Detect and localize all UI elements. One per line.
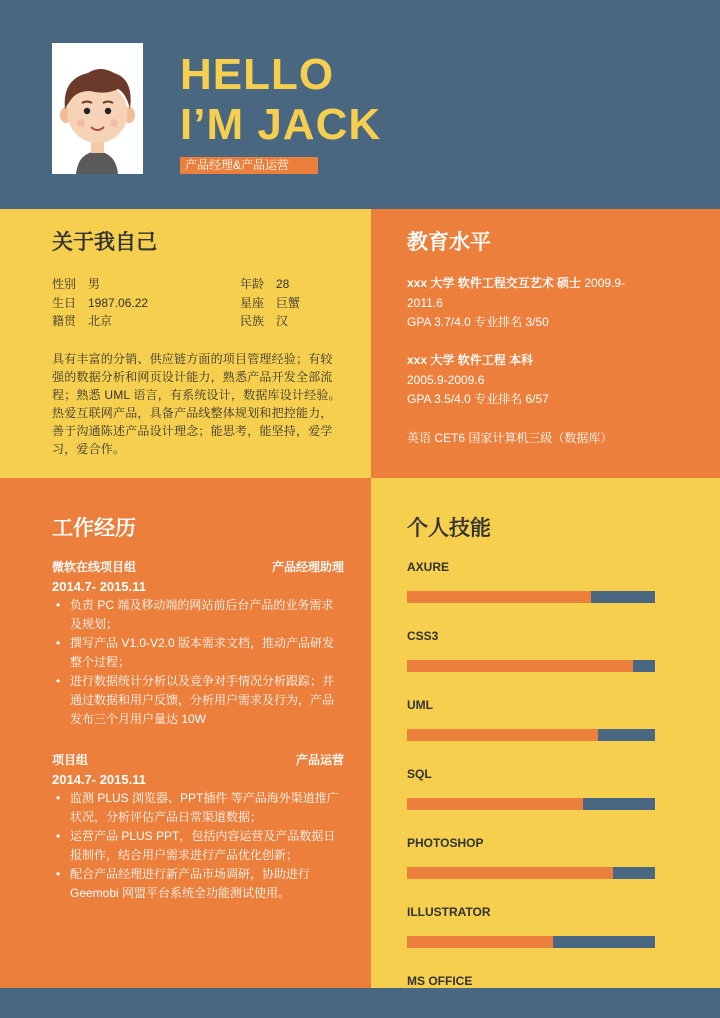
hero-line-1: HELLO (180, 50, 335, 99)
work-title: 工作经历 (52, 517, 136, 540)
list-item: • 监测 PLUS 浏览器、PPT插件 等产品海外渠道推广状况，分析评估产品日常渠道数据； (70, 789, 344, 827)
job-bullets (52, 596, 344, 729)
info-label: 民族 (240, 314, 265, 328)
job-company: 微软在线项目组 (52, 560, 137, 574)
info-row (52, 294, 352, 313)
job-date: 2014.7- 2015.11 (52, 772, 146, 787)
info-row (52, 312, 352, 331)
skill-name: ILLUSTRATOR (407, 905, 491, 919)
skill-item (407, 904, 655, 920)
info-label: 年龄 (240, 277, 265, 291)
education-item (407, 274, 677, 333)
list-item: • 负责 PC 端及移动端的网站前后台产品的业务需求及规划； (70, 596, 344, 634)
info-label: 星座 (240, 295, 265, 310)
skill-bar-fill (407, 660, 633, 672)
skill-bar (407, 729, 655, 741)
school-name: xxx 大学 软件工程 本科 (407, 353, 534, 367)
header (0, 0, 720, 209)
skill-item (407, 697, 655, 713)
info-row (52, 275, 352, 294)
skill-name: UML (407, 698, 433, 712)
about-title: 关于我自己 (52, 231, 157, 254)
skill-name: SQL (407, 767, 432, 781)
job-role: 产品经理助理 (271, 560, 344, 574)
skill-item (407, 973, 655, 989)
skill-item (407, 766, 655, 782)
education-section (371, 209, 720, 478)
job-title-tag: 产品经理&产品运营 (180, 157, 318, 174)
skill-name: PHOTOSHOP (407, 836, 484, 850)
school-gpa: GPA 3.7/4.0 专业排名 3/50 (407, 315, 549, 329)
skill-bar-fill (407, 936, 553, 948)
skill-name: CSS3 (407, 629, 439, 643)
job-entry (52, 558, 344, 729)
info-value: 汉 (276, 314, 289, 328)
skills-title: 个人技能 (407, 517, 491, 540)
education-title: 教育水平 (407, 231, 491, 254)
job-entry (52, 751, 344, 903)
skill-bar (407, 798, 655, 810)
list-item: • 配合产品经理进行新产品市场调研，协助进行 Geemobi 网盟平台系统全功能测试使用。 (70, 865, 344, 903)
school-dates: 2009.9- (584, 276, 626, 290)
skill-bar-fill (407, 798, 583, 810)
job-date: 2014.7- 2015.11 (52, 579, 146, 594)
certificates: 英语 CET6 国家计算机三级（数据库） (407, 431, 613, 445)
school-name: xxx 大学 软件工程交互艺术 硕士 (407, 276, 582, 290)
footer-band (0, 988, 720, 1018)
school-dates: 2005.9-2009.6 (407, 372, 485, 387)
skill-bar (407, 591, 655, 603)
list-item: • 撰写产品 V1.0-V2.0 版本需求文档，推动产品研发整个过程； (70, 634, 344, 672)
skill-bar (407, 936, 655, 948)
avatar-illustration (52, 43, 143, 174)
skill-item (407, 835, 655, 851)
job-company: 项目组 (52, 753, 89, 767)
info-label: 生日 (52, 295, 77, 310)
skill-bar (407, 660, 655, 672)
list-item: • 运营产品 PLUS PPT，包括内容运营及产品数据日报制作，结合用户需求进行产品优化创新； (70, 827, 344, 865)
avatar (52, 43, 143, 174)
job-bullets (52, 789, 344, 903)
skill-bar-fill (407, 591, 591, 603)
work-section (0, 478, 371, 988)
school-dates-cont: 2011.6 (407, 295, 443, 310)
about-section (0, 209, 371, 478)
skill-bar-fill (407, 867, 613, 879)
hero-title (180, 50, 381, 150)
info-value: 28 (276, 277, 290, 291)
about-description: 具有丰富的分销、供应链方面的项目管理经验；有较强的数据分析和网页设计能力，熟悉产品开发全部流程；熟悉 UML 语言，有系统设计，数据库设计经验。热爱互联网产品，具备产品线整体规划和把控能力，善于沟通陈述产品设计理念；能思考，能坚持，爱学习，爱合作。 (52, 352, 341, 456)
education-item (407, 351, 677, 410)
info-label: 性别 (52, 277, 77, 291)
info-value: 巨蟹 (276, 295, 301, 310)
skill-bar (407, 867, 655, 879)
skill-name: MS OFFICE (407, 974, 473, 988)
job-role: 产品运营 (295, 753, 344, 767)
school-gpa: GPA 3.5/4.0 专业排名 6/57 (407, 392, 549, 406)
skills-section (371, 478, 720, 988)
hero-line-2: I’M JACK (180, 100, 382, 149)
personal-info (52, 275, 352, 331)
list-item: • 进行数据统计分析以及竞争对手情况分析跟踪；并通过数据和用户反馈，分析用户需求及行为，产品发布三个月用户量达 10W (70, 672, 344, 729)
skill-item (407, 559, 655, 575)
skill-item (407, 628, 655, 644)
skill-bar-fill (407, 729, 598, 741)
info-value: 1987.06.22 (88, 295, 149, 310)
info-value: 北京 (88, 314, 113, 328)
info-label: 籍贯 (52, 314, 77, 328)
skill-name: AXURE (407, 560, 450, 574)
info-value: 男 (88, 277, 101, 291)
